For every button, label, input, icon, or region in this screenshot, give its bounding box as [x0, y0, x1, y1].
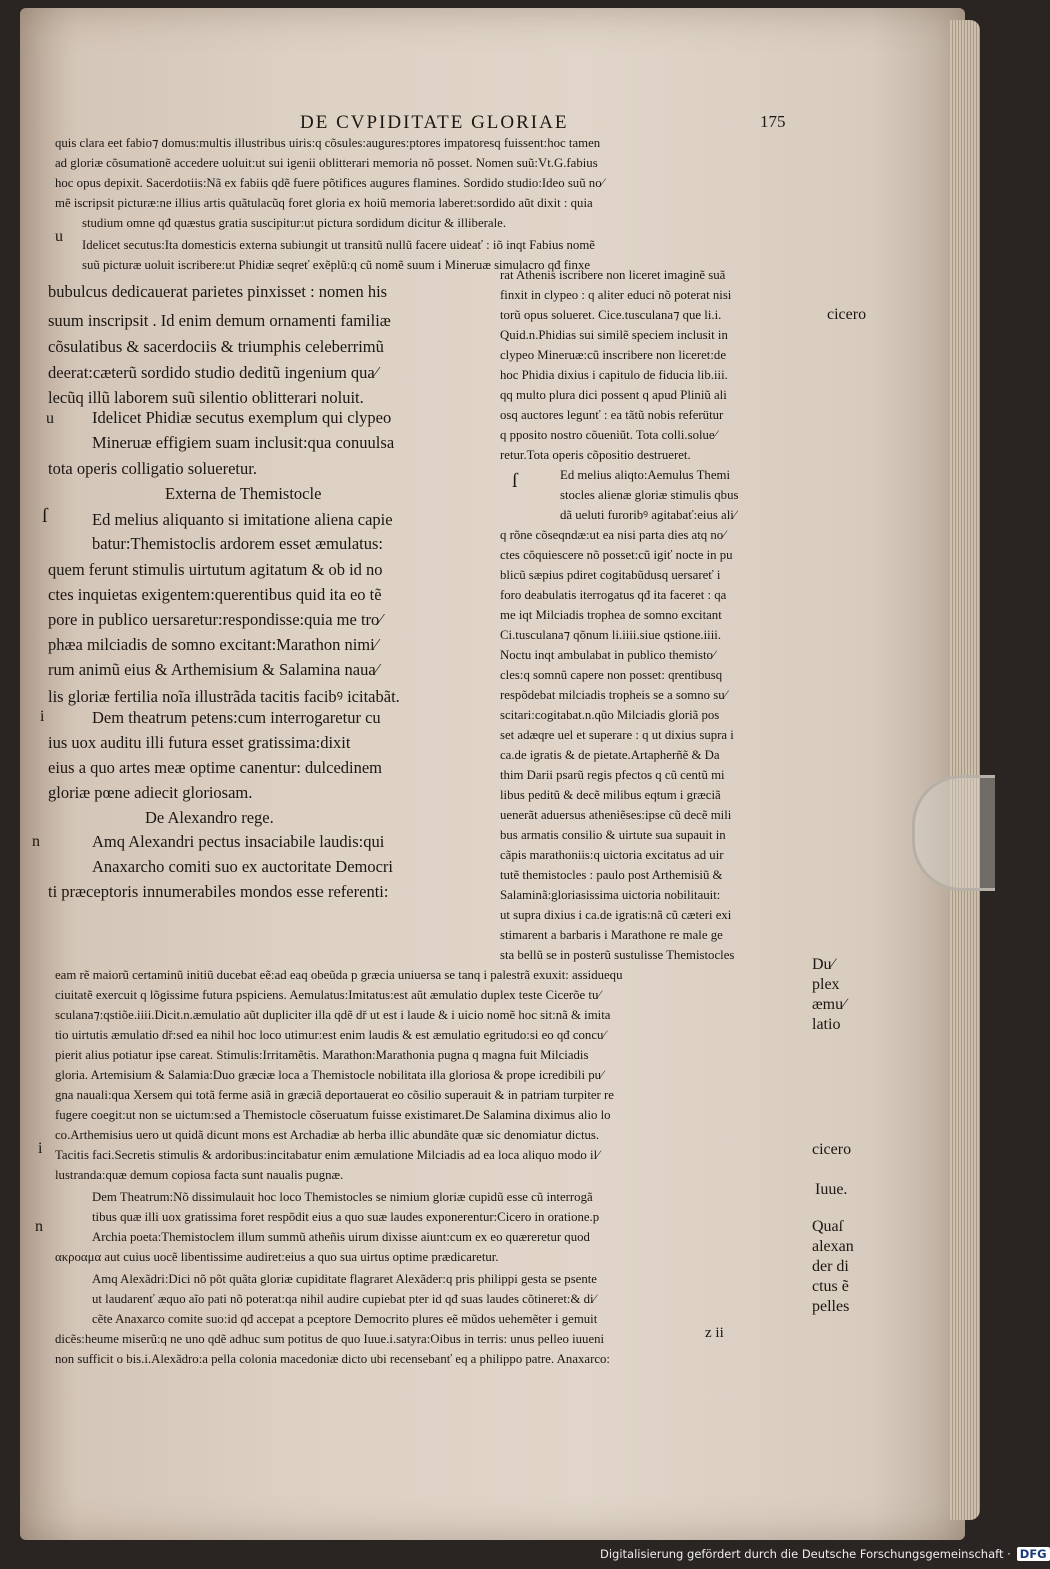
- comment-line: tutẽ themistocles : paulo post Arthemisiũ &: [500, 868, 723, 882]
- main-line: phæa milciadis de somno excitant:Marathon nimi⁄: [48, 635, 378, 654]
- comment-line: cẽte Anaxarco comite suo:id qđ accepat a pceptore Democrito plures eẽ mũdos uehemẽter i gemuit: [92, 1312, 598, 1326]
- comment-line: Dem Theatrum:Nõ dissimulauit hoc loco Themistocles se nimium gloriæ cupidũ esse cũ interrogã: [92, 1190, 593, 1204]
- comment-line: dicẽs:heume miserũ:q ne uno qdẽ adhuc sum potitus de quo Iuue.i.satyra:Oibus in terris: unus pelleo iuueni: [55, 1332, 605, 1346]
- margin-letter: u: [46, 410, 54, 427]
- footer-text: Digitalisierung gefördert durch die Deutsche Forschungsgemeinschaft ·: [600, 1547, 1011, 1561]
- main-line: Amq Alexandri pectus insaciabile laudis:qui: [92, 832, 385, 851]
- comment-line: ctes cõquiescere nõ posset:cũ igiť nocte in pu: [500, 548, 733, 562]
- margin-iuue: Iuue.: [815, 1181, 848, 1198]
- main-line: bubulcus dedicauerat parietes pinxisset : nomen his: [48, 282, 388, 301]
- margin-line: der di: [812, 1258, 849, 1275]
- comment-line: fugere coegit:ut non se uictum:sed a Themistocle cõseruatum fuisse existimaret.De Salamina diximus alio lo: [55, 1108, 611, 1122]
- main-line: ctes inquietas exigentem:querentibus quid ita eo tẽ: [48, 585, 382, 604]
- comment-line: stocles alienæ gloriæ stimulis qbus: [560, 488, 739, 502]
- comment-line: non sufficit o bis.i.Alexãdro:a pella colonia macedoniæ dicto ubi recensebanť eq a philippo patre. Anaxarco:: [55, 1352, 610, 1366]
- comment-line: bus armatis consilio & uirtute sua supauit in: [500, 828, 726, 842]
- margin-letter: ſ: [42, 505, 48, 527]
- margin-letter: i: [38, 1140, 43, 1157]
- comment-line: quis clara eet fabio⁊ domus:multis illustribus uiris:q cõsules:augures:ptores impatoresq fuissent:hoc tamen: [55, 136, 601, 150]
- comment-line: ut laudarenť æquo aĩo pati nõ poterat:qa nihil audire cupiebat pter id qđ suas laudes cõtineret:& di⁄: [92, 1292, 596, 1306]
- main-line: Dem theatrum petens:cum interrogaretur cu: [92, 708, 381, 727]
- main-line: Anaxarcho comiti suo ex auctoritate Democri: [92, 857, 394, 876]
- comment-line: blicũ sæpius pdiret cogitabũdusq uersareť i: [500, 568, 721, 582]
- margin-line: alexan: [812, 1238, 854, 1255]
- comment-line: cãpis marathoniis:q uictoria excitatus ad uir: [500, 848, 724, 862]
- comment-line: me iqt Milciadis trophea de somno excitant: [500, 608, 722, 622]
- comment-line: lustranda:quæ demum copiosa facta sunt naualis pugnæ.: [55, 1168, 344, 1182]
- heading-themistocle: Externa de Themistocle: [165, 484, 322, 503]
- heading-alexandro: De Alexandro rege.: [145, 808, 274, 827]
- page-number: 175: [760, 112, 786, 131]
- comment-line: rat Athenis iscribere non liceret imaginẽ suã: [500, 268, 726, 282]
- page-edges: [950, 20, 980, 1520]
- margin-letter: u: [55, 228, 63, 245]
- comment-line: qq multo plura dici possent q apud Pliniũ ali: [500, 388, 727, 402]
- comment-line: Noctu inqt ambulabat in publico themisto⁄: [500, 648, 716, 662]
- margin-line: æmu⁄: [812, 996, 846, 1013]
- comment-line: Archia poeta:Themistoclem illum summũ atheñis uirum dixisse aiunt:cum ex eo quæreretur quod: [92, 1230, 590, 1244]
- main-line: rum animũ eius & Arthemisium & Salamina naua⁄: [48, 660, 379, 679]
- main-line: eius a quo artes meæ optime canentur: dulcedinem: [48, 758, 383, 777]
- margin-line: latio: [812, 1016, 841, 1033]
- margin-cicero-2: cicero: [812, 1141, 852, 1158]
- main-line: deerat:cæterũ sordido studio deditũ ingenium qua⁄: [48, 363, 378, 382]
- comment-line: q rõne cõseqndæ:ut ea nisi parta dies atq no⁄: [500, 528, 726, 542]
- comment-line: Salaminã:gloriasissima uictoria nobilitauit:: [500, 888, 721, 902]
- main-line: cõsulatibus & sacerdociis & triumphis celeberrimũ: [48, 337, 384, 356]
- comment-line: libus peditũ & decẽ milibus eqtum i græciã: [500, 788, 721, 802]
- main-line: Mineruæ effigiem suam inclusit:qua conuulsa: [92, 433, 395, 452]
- margin-line: pelles: [812, 1298, 850, 1315]
- main-line: quem ferunt stimulis uirtutum agitatum & ob id no: [48, 560, 383, 579]
- comment-line: co.Arthemisius uero ut quidã dicunt mons est Archadiæ ab herba illic abundãte quæ sic denomiatur dictus.: [55, 1128, 600, 1142]
- comment-line: cles:q somnũ capere non posset: qrentibusq: [500, 668, 723, 682]
- margin-quar: [812, 1217, 854, 1317]
- comment-line: ακροαμα aut cuius uocẽ libentissime audiret:eius a quo sua uirtus optime prædicaretur.: [55, 1250, 499, 1264]
- comment-line: tibus quæ illi uox gratissima foret respõdit eius a quo suæ laudes exponerentur:Cicero in oratione.p: [92, 1210, 600, 1224]
- margin-line: ctus ẽ: [812, 1278, 849, 1295]
- comment-line: foro deabulatis iterrogatus qđ ita faceret : qa: [500, 588, 727, 602]
- footer-credit: [600, 1547, 1050, 1565]
- page-header-title: DE CVPIDITATE GLORIAE: [300, 112, 569, 133]
- comment-line: pierit alius potiatur ipse careat. Stimulis:Irritamẽtis. Marathon:Marathonia pugna q magna fuit Milciadis: [55, 1048, 589, 1062]
- main-line: batur:Themistoclis ardorem esset æmulatus:: [92, 534, 383, 553]
- comment-line: hoc opus depixit. Sacerdotiis:Nã ex fabiis qdẽ fuere põtifices augures flamines. Sordido studio:Ideo suũ no⁄: [55, 176, 604, 190]
- comment-line: Amq Alexãdri:Dici nõ põt quãta gloriæ cupiditate flagraret Alexãder:q pris philippi gesta se psente: [92, 1272, 597, 1286]
- main-line: pore in publico uersaretur:respondisse:quia me tro⁄: [48, 610, 383, 629]
- comment-line: thim Darii psarũ regis pfectos q cũ centũ mi: [500, 768, 725, 782]
- comment-line: finxit in clypeo : q aliter educi nõ poterat nisi: [500, 288, 732, 302]
- comment-line: stimarent a barbaris i Marathone re male ge: [500, 928, 723, 942]
- margin-letter: ſ: [512, 470, 518, 492]
- book-clip: [912, 775, 995, 891]
- comment-line: torũ opus solueret. Cice.tusculana⁊ que li.i.: [500, 308, 722, 322]
- margin-duplex: [812, 955, 846, 1035]
- main-line: tota operis colligatio solueretur.: [48, 459, 257, 478]
- comment-line: osq auctores legunť : ea tãtũ nobis referütur: [500, 408, 724, 422]
- comment-line: ut supra dixius i ca.de igratis:nã cũ cæteri exi: [500, 908, 732, 922]
- comment-line: Ed melius aliqto:Aemulus Themi: [560, 468, 731, 482]
- comment-line: ca.de igratis & de pietate.Artapherñẽ & Da: [500, 748, 720, 762]
- comment-line: Tacitis faci.Secretis stimulis & ardoribus:incitabatur enim æmulatione Milciadis ad ea loca aliquo modo il⁄: [55, 1148, 600, 1162]
- comment-line: uenerãt aduersus atheniẽses:ipse cũ decẽ mili: [500, 808, 732, 822]
- margin-letter: n: [35, 1218, 43, 1235]
- comment-line: set adæqre uel et superare : q ut dixius supra i: [500, 728, 734, 742]
- comment-line: studium omne qđ quæstus gratia suscipitur:ut pictura sordidum dicitur & illiberale.: [82, 216, 507, 230]
- comment-line: dã ueluti furoribꝰ agitabať:eius ali⁄: [560, 508, 736, 522]
- comment-line: ad gloriæ cõsumationẽ accedere uoluit:ut sui igenii oblitterari memoria nõ posset. Nomen suũ:Vt.G.fabius: [55, 156, 598, 170]
- signature-mark: z ii: [705, 1325, 724, 1341]
- comment-line: Idelicet secutus:Ita domesticis externa subiungit ut transitũ nullũ facere uideať : iõ inqt Fabius nomẽ: [82, 238, 595, 252]
- comment-line: mẽ iscripsit picturæ:ne illius artis quãtulacũq foret gloria ex hoiũ memoria laberet:sordido aũt dixit : quia: [55, 196, 593, 210]
- comment-line: suũ picturæ uoluit iscribere:ut Phidiæ seqreť exẽplũ:q cũ nomẽ suum i Mineruæ simulacro qđ finxe: [82, 258, 591, 272]
- comment-line: gloria. Artemisium & Salamia:Duo græciæ loca a Themistocle nobilitata illa gloriosa & prope icredibili pu⁄: [55, 1068, 604, 1082]
- comment-line: gna nauali:qua Xersem qui totã ferme asiã in græciã deportauerat eo cõsilio superauit & in patriam turpiter re: [55, 1088, 614, 1102]
- margin-line: plex: [812, 976, 840, 993]
- main-line: gloriæ pœne adiecit gloriosam.: [48, 783, 253, 802]
- main-line: Ed melius aliquanto si imitatione aliena capie: [92, 510, 393, 529]
- margin-line: Quaſ: [812, 1218, 844, 1235]
- comment-line: q pposito nostro cõueniũt. Tota colli.solue⁄: [500, 428, 717, 442]
- comment-line: sta bellũ se in posterũ sustulisse Themistocles: [500, 948, 735, 962]
- main-line: suum inscripsit . Id enim demum ornamenti familiæ: [48, 311, 391, 330]
- comment-line: tio uirtutis æmulatio dř:sed ea nihil hoc loco utimur:est enim laudis & est æmulatio egritudo:si eo qđ concu⁄: [55, 1028, 606, 1042]
- margin-cicero: cicero: [827, 306, 867, 323]
- main-line: lecũq illũ laborem suũ silentio oblitterari noluit.: [48, 388, 364, 407]
- margin-letter: n: [32, 833, 40, 850]
- comment-line: respõdebat milciadis tropheis se a somno su⁄: [500, 688, 727, 702]
- dfg-logo[interactable]: DFG: [1017, 1547, 1050, 1561]
- main-line: Idelicet Phidiæ secutus exemplum qui clypeo: [92, 408, 392, 427]
- comment-line: eam rẽ maiorũ certaminũ initiũ ducebat eẽ:ad eaq obeũda p græcia uniuersa se tanq i palestrã exuxit: assiduequ: [55, 968, 623, 982]
- comment-line: Ci.tusculana⁊ qõnum li.iiii.siue qstione.iiii.: [500, 628, 722, 642]
- comment-line: retur.Tota operis cõpositio destrueret.: [500, 448, 691, 462]
- margin-line: Du⁄: [812, 956, 835, 973]
- margin-letter: i: [40, 708, 45, 725]
- main-line: ti præceptoris innumerabiles mondos esse referenti:: [48, 882, 389, 901]
- comment-line: clypeo Mineruæ:cũ inscribere non liceret:de: [500, 348, 726, 362]
- comment-line: Quid.n.Phidias sui similẽ speciem inclusit in: [500, 328, 728, 342]
- comment-line: hoc Phidia dixius i capitulo de fiducia lib.iii.: [500, 368, 728, 382]
- main-line: lis gloriæ fertilia noĩa illustrãda tacitis facibꝰ icitabãt.: [48, 687, 400, 706]
- comment-line: sculana⁊:qstiõe.iiii.Dicit.n.æmulatio aũt dupliciter illa qdẽ dř ut est i laude & i uicio nomẽ hoc sit:nã & imita: [55, 1008, 611, 1022]
- comment-line: ciuitatẽ exercuit q lõgissime futura pspiciens. Aemulatus:Imitatus:est aũt æmulatio duplex teste Cicerõe tu⁄: [55, 988, 601, 1002]
- main-line: ius uox auditu illi futura esset gratissima:dixit: [48, 733, 351, 752]
- comment-line: scitari:cogitabat.n.qũo Milciadis gloriã pos: [500, 708, 720, 722]
